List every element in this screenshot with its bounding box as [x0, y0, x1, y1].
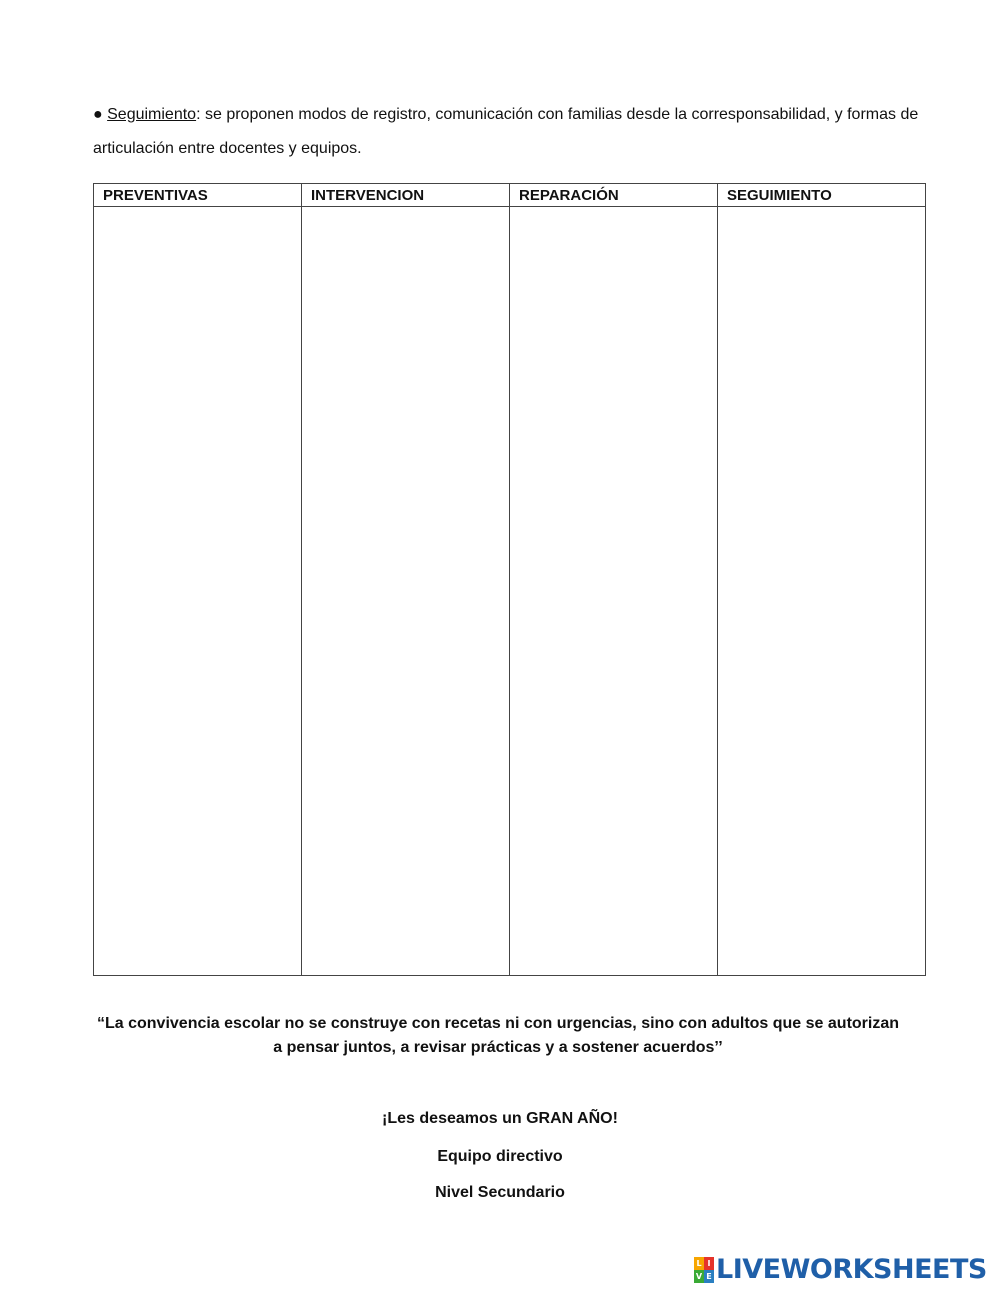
header-intervencion: INTERVENCION [302, 184, 510, 207]
answer-preventivas-input[interactable] [94, 207, 301, 975]
team-text: Equipo directivo [437, 1148, 563, 1165]
logo-tile: I [704, 1257, 714, 1270]
bullet: ● [93, 106, 103, 123]
wish-text: ¡Les deseamos un GRAN AÑO! [382, 1110, 618, 1127]
header-seguimiento: SEGUIMIENTO [718, 184, 926, 207]
intro-term: Seguimiento [107, 106, 197, 123]
liveworksheets-logo-icon [694, 1257, 714, 1283]
header-preventivas: PREVENTIVAS [94, 184, 302, 207]
answer-intervencion-input[interactable] [302, 207, 509, 975]
cell-intervencion [302, 207, 510, 976]
logo-tile: V [695, 1272, 703, 1281]
closing-quote: “La convivencia escolar no se construye con recetas ni con urgencias, sino con adultos que se autorizan a pensar juntos, a revisar prácticas y a sostener acuerdos’’ [96, 1015, 900, 1056]
liveworksheets-brand [694, 1255, 987, 1285]
table-header-row [94, 184, 926, 207]
actions-table [93, 183, 926, 976]
intro-text: : se proponen modos de registro, comunicación con familias desde la corresponsabilidad, y formas de articulación entre docentes y equipos. [93, 106, 919, 157]
logo-tile: L [694, 1257, 704, 1270]
cell-reparacion [510, 207, 718, 976]
table-row [94, 207, 926, 976]
header-reparacion: REPARACIÓN [510, 184, 718, 207]
brand-name: LIVEWORKSHEETS [716, 1254, 987, 1285]
cell-seguimiento [718, 207, 926, 976]
answer-seguimiento-input[interactable] [718, 207, 925, 975]
logo-tile: E [704, 1270, 714, 1283]
level-text: Nivel Secundario [435, 1184, 565, 1201]
cell-preventivas [94, 207, 302, 976]
intro-paragraph [93, 98, 923, 166]
answer-reparacion-input[interactable] [510, 207, 717, 975]
